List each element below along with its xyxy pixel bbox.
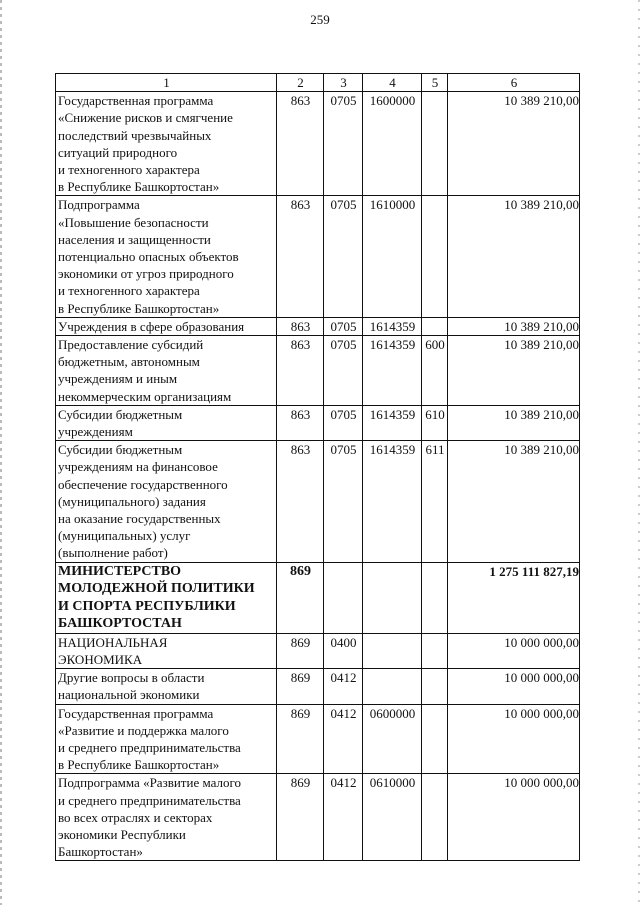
- cell-ministry-code: 869: [277, 562, 324, 633]
- table-row: [56, 317, 580, 335]
- cell-section-code: 0705: [324, 317, 363, 335]
- header-col-4: 4: [363, 74, 422, 92]
- table-row: [56, 774, 580, 861]
- cell-expense-code: [422, 633, 448, 668]
- table-row: [56, 336, 580, 406]
- scan-edge-left: [0, 0, 2, 905]
- cell-name: Государственная программа «Снижение рисков и смягчение последствий чрезвычайных ситуаций природного и техногенного характера в Республике Башкортостан»: [56, 92, 277, 196]
- cell-section-code: 0412: [324, 704, 363, 774]
- cell-section-code: 0705: [324, 405, 363, 440]
- cell-name: Субсидии бюджетным учреждениям на финансовое обеспечение государственного (муниципального) задания на оказание государственных (муниципальных) услуг (выполнение работ): [56, 441, 277, 562]
- table-row: [56, 562, 580, 633]
- cell-expense-code: [422, 669, 448, 704]
- cell-amount: 10 000 000,00: [448, 774, 580, 861]
- header-col-1: 1: [56, 74, 277, 92]
- cell-amount: 10 389 210,00: [448, 336, 580, 406]
- cell-section-code: 0705: [324, 336, 363, 406]
- cell-name: МИНИСТЕРСТВО МОЛОДЕЖНОЙ ПОЛИТИКИ И СПОРТА РЕСПУБЛИКИ БАШКОРТОСТАН: [56, 562, 277, 633]
- cell-ministry-code: 863: [277, 196, 324, 317]
- cell-name: Другие вопросы в области национальной экономики: [56, 669, 277, 704]
- cell-expense-code: 610: [422, 405, 448, 440]
- cell-name: Подпрограмма «Развитие малого и среднего предпринимательства во всех отраслях и секторах экономики Республики Башкортостан»: [56, 774, 277, 861]
- cell-target-code: 1614359: [363, 317, 422, 335]
- cell-amount: 10 389 210,00: [448, 317, 580, 335]
- cell-amount: 10 389 210,00: [448, 405, 580, 440]
- cell-name: Субсидии бюджетным учреждениям: [56, 405, 277, 440]
- cell-name: Подпрограмма «Повышение безопасности населения и защищенности потенциально опасных объектов экономики от угроз природного и техногенного характера в Республике Башкортостан»: [56, 196, 277, 317]
- cell-expense-code: [422, 704, 448, 774]
- budget-table: [55, 73, 580, 861]
- cell-target-code: [363, 562, 422, 633]
- cell-ministry-code: 863: [277, 441, 324, 562]
- cell-amount: 1 275 111 827,19: [448, 562, 580, 633]
- cell-section-code: [324, 562, 363, 633]
- header-col-5: 5: [422, 74, 448, 92]
- cell-amount: 10 389 210,00: [448, 196, 580, 317]
- cell-expense-code: [422, 562, 448, 633]
- cell-target-code: [363, 633, 422, 668]
- table-row: [56, 405, 580, 440]
- cell-expense-code: [422, 774, 448, 861]
- cell-section-code: 0705: [324, 196, 363, 317]
- cell-section-code: 0412: [324, 774, 363, 861]
- cell-section-code: 0705: [324, 441, 363, 562]
- cell-ministry-code: 863: [277, 92, 324, 196]
- cell-expense-code: [422, 196, 448, 317]
- cell-name: Учреждения в сфере образования: [56, 317, 277, 335]
- cell-ministry-code: 869: [277, 633, 324, 668]
- cell-amount: 10 389 210,00: [448, 441, 580, 562]
- cell-expense-code: 600: [422, 336, 448, 406]
- cell-target-code: [363, 669, 422, 704]
- cell-section-code: 0400: [324, 633, 363, 668]
- cell-target-code: 1614359: [363, 405, 422, 440]
- header-row: [56, 74, 580, 92]
- cell-ministry-code: 869: [277, 704, 324, 774]
- table-header: [56, 74, 580, 92]
- cell-target-code: 0610000: [363, 774, 422, 861]
- cell-ministry-code: 869: [277, 774, 324, 861]
- cell-amount: 10 000 000,00: [448, 669, 580, 704]
- cell-ministry-code: 863: [277, 405, 324, 440]
- cell-target-code: 1610000: [363, 196, 422, 317]
- cell-expense-code: [422, 317, 448, 335]
- cell-amount: 10 389 210,00: [448, 92, 580, 196]
- cell-target-code: 1614359: [363, 441, 422, 562]
- cell-section-code: 0705: [324, 92, 363, 196]
- cell-ministry-code: 863: [277, 317, 324, 335]
- cell-target-code: 1614359: [363, 336, 422, 406]
- cell-ministry-code: 869: [277, 669, 324, 704]
- table-row: [56, 704, 580, 774]
- table-row: [56, 633, 580, 668]
- table-row: [56, 196, 580, 317]
- table-row: [56, 669, 580, 704]
- table-body: [56, 92, 580, 861]
- cell-section-code: 0412: [324, 669, 363, 704]
- table-row: [56, 92, 580, 196]
- cell-amount: 10 000 000,00: [448, 633, 580, 668]
- header-col-3: 3: [324, 74, 363, 92]
- cell-name: Государственная программа «Развитие и поддержка малого и среднего предпринимательства в Республике Башкортостан»: [56, 704, 277, 774]
- cell-target-code: 0600000: [363, 704, 422, 774]
- cell-name: НАЦИОНАЛЬНАЯ ЭКОНОМИКА: [56, 633, 277, 668]
- cell-amount: 10 000 000,00: [448, 704, 580, 774]
- cell-ministry-code: 863: [277, 336, 324, 406]
- table-row: [56, 441, 580, 562]
- cell-name: Предоставление субсидий бюджетным, автономным учреждениям и иным некоммерческим организациям: [56, 336, 277, 406]
- page-number: 259: [310, 12, 330, 27]
- cell-target-code: 1600000: [363, 92, 422, 196]
- header-col-2: 2: [277, 74, 324, 92]
- cell-expense-code: [422, 92, 448, 196]
- header-col-6: 6: [448, 74, 580, 92]
- cell-expense-code: 611: [422, 441, 448, 562]
